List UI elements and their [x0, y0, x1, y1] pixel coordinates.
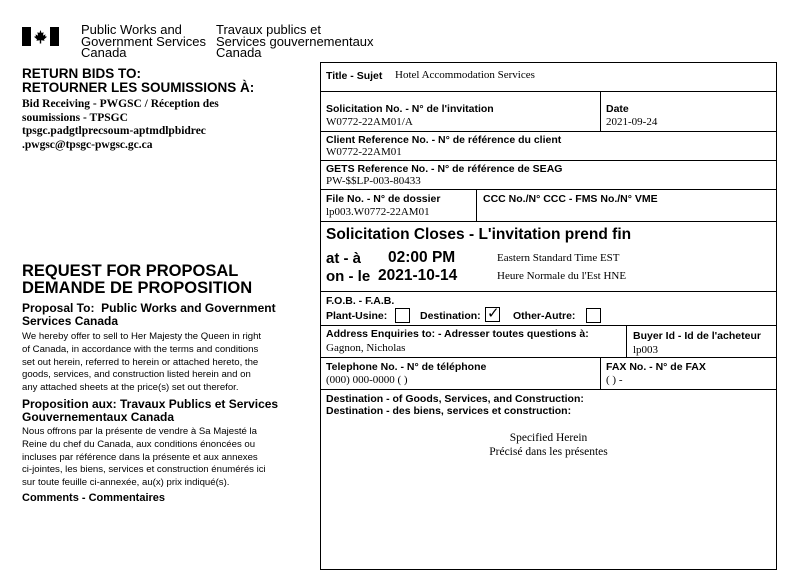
destination-goods-label-fr: Destination - des biens, services et construction: [326, 405, 572, 417]
at-label: at - à [326, 250, 362, 267]
address-line-2: soumissions - TPSGC [22, 111, 128, 124]
timezone-fr: Heure Normale du l'Est HNE [497, 270, 627, 282]
timezone-en: Eastern Standard Time EST [497, 252, 620, 264]
org-fr-line-1: Travaux publics et [216, 22, 322, 37]
proposal-to-value: Public Works and Government [101, 301, 276, 315]
org-en-line-2: Government Services [81, 33, 206, 49]
request-title-en: REQUEST FOR PROPOSAL [22, 262, 239, 280]
plant-label: Plant-Usine: [326, 310, 388, 322]
gets-label: GETS Reference No. - N° de référence de SEAG [326, 163, 563, 175]
close-time: 02:00 PM [388, 249, 456, 266]
proposal-text-fr: Nous offrons par la présente de vendre à Sa Majesté la Reine du chef du Canada, aux conditions énoncées ou incluses par référence dans la présente et aux annexes ci-jointes, les biens, services et construction énumérés ici sur toute feuille ci-annexée, au(x) prix indiqué(s). [22, 426, 266, 489]
return-bids-address [22, 98, 312, 152]
address-line-4: .pwgsc@tpsgc-pwgsc.gc.ca [22, 138, 153, 151]
org-fr-line-2: Services gouvernementaux [216, 33, 374, 49]
return-bids-title-en: RETURN BIDS TO: [22, 66, 142, 81]
close-date: 2021-10-14 [378, 267, 458, 284]
destination-checkbox[interactable] [485, 304, 500, 322]
proposal-to-heading [22, 302, 312, 328]
title-value: Hotel Accommodation Services [395, 69, 535, 81]
proposition-line-2: Gouvernementaux Canada [22, 410, 175, 424]
org-en-line-1: Public Works and [81, 22, 182, 37]
telephone-label: Telephone No. - N° de téléphone [326, 361, 487, 373]
address-line-3: tpsgc.padgtlprecsoum-aptmdlpbidrec [22, 125, 206, 137]
solicitation-label: Solicitation No. - N° de l'invitation [326, 103, 494, 115]
check-mark-icon: ✓ [487, 304, 500, 322]
canada-flag-icon [22, 27, 59, 46]
other-label: Other-Autre: [513, 310, 576, 322]
proposition-heading [22, 398, 312, 424]
divider [321, 221, 776, 222]
destination-goods-label-en: Destination - of Goods, Services, and Construction: [326, 393, 584, 405]
divider [626, 326, 627, 357]
address-line-1: Bid Receiving - PWGSC / Réception des [22, 98, 219, 110]
org-fr-line-3: Canada [216, 45, 262, 60]
request-title-fr: DEMANDE DE PROPOSITION [22, 279, 253, 297]
closes-title: Solicitation Closes - L'invitation prend fin [326, 226, 632, 243]
destination-label: Destination: [420, 310, 481, 322]
divider [600, 358, 601, 389]
proposal-text-en: We hereby offer to sell to Her Majesty the Queen in right of Canada, in accordance with the terms and conditions set out herein, referred to herein or attached hereto, the goods, services, and construction listed herein and on any attached sheets at the price(s) set out therefor. [22, 331, 262, 394]
divider [321, 291, 776, 292]
date-value: 2021-09-24 [606, 116, 658, 128]
proposal-to-value-2: Services Canada [22, 314, 119, 328]
divider [321, 389, 776, 390]
address-enquiries-label: Address Enquiries to: - Adresser toutes questions à: [326, 328, 589, 340]
divider [321, 131, 776, 132]
divider [321, 357, 776, 358]
fob-label: F.O.B. - F.A.B. [326, 295, 395, 307]
address-enquiries-value: Gagnon, Nicholas [326, 342, 406, 354]
client-ref-label: Client Reference No. - N° de référence du client [326, 134, 562, 146]
comments-label: Comments - Commentaires [22, 492, 166, 504]
proposal-to-label: Proposal To: [22, 301, 95, 315]
org-name-english [81, 24, 206, 59]
divider [600, 92, 601, 131]
divider [321, 325, 776, 326]
file-label: File No. - N° de dossier [326, 193, 441, 205]
divider [321, 160, 776, 161]
fax-value: ( ) - [606, 374, 623, 386]
fax-label: FAX No. - N° de FAX [606, 361, 706, 373]
buyer-id-label: Buyer Id - Id de l'acheteur [633, 330, 761, 342]
org-en-line-3: Canada [81, 45, 127, 60]
divider [476, 190, 477, 221]
on-label: on - le [326, 268, 371, 285]
solicitation-value: W0772-22AM01/A [326, 116, 413, 128]
title-label: Title - Sujet [326, 70, 383, 82]
divider [321, 91, 776, 92]
date-label: Date [606, 103, 629, 115]
ccc-label: CCC No./N° CCC - FMS No./N° VME [483, 193, 658, 205]
solicitation-form [320, 62, 777, 570]
telephone-value: (000) 000-0000 ( ) [326, 374, 408, 386]
divider [321, 189, 776, 190]
plant-checkbox[interactable] [395, 308, 410, 323]
buyer-id-value: lp003 [633, 344, 659, 356]
return-bids-title-fr: RETOURNER LES SOUMISSIONS À: [22, 80, 255, 95]
specified-herein-fr: Précisé dans les présentes [489, 446, 608, 458]
proposition-line-1: Proposition aux: Travaux Publics et Services [22, 397, 279, 411]
specified-herein-en: Specified Herein [509, 432, 588, 444]
file-value: lp003.W0772-22AM01 [326, 206, 430, 218]
client-ref-value: W0772-22AM01 [326, 146, 402, 158]
org-name-french [216, 24, 374, 59]
gets-value: PW-$$LP-003-80433 [326, 175, 421, 187]
other-checkbox[interactable] [586, 308, 601, 323]
